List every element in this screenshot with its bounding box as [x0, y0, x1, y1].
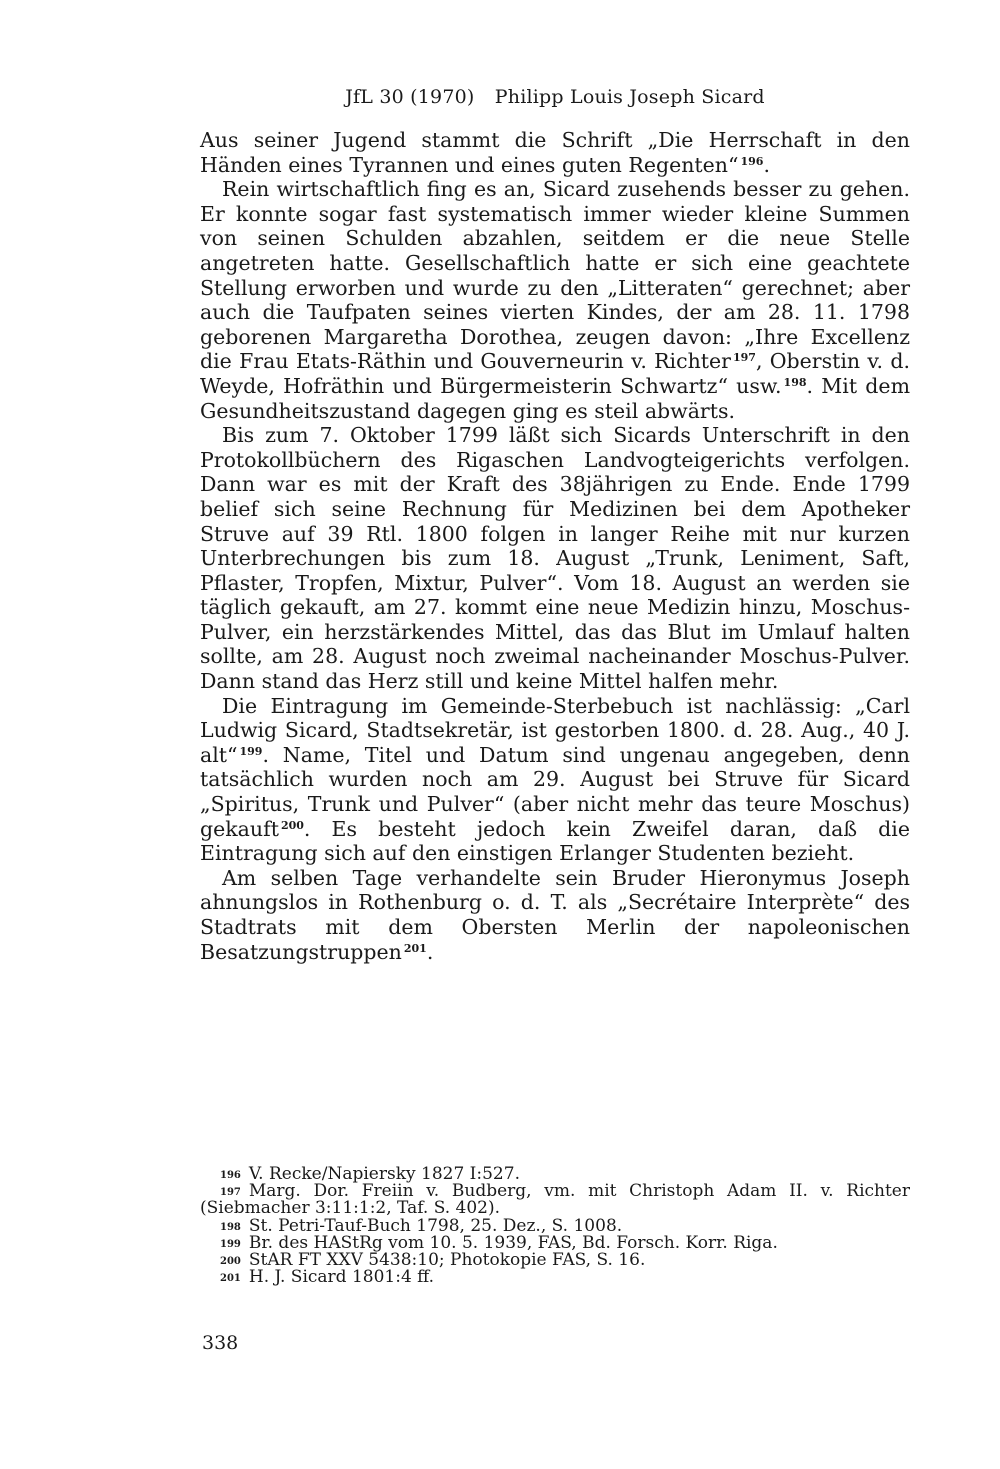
- footnote-number: 197: [220, 1187, 241, 1199]
- paragraph-text: Die Eintragung im Gemeinde-Sterbebuch ist nachlässig: „Carl Ludwig Sicard, Stadtsekretär, ist gestorben 1800. d. 28. Aug., 40 J. alt“: [200, 693, 910, 767]
- footnote-ref-199: 199: [239, 744, 263, 758]
- footnote-text: Br. des HAStRg vom 10. 5. 1939, FAS, Bd. Forsch. Korr. Riga.: [248, 1232, 778, 1253]
- footnote-text: V. Recke/Napiersky 1827 I:527.: [248, 1164, 520, 1184]
- paragraph-tail: .: [426, 939, 434, 964]
- footnote-text: Marg. Dor. Freiin v. Budberg, vm. mit Christoph Adam II. v. Richter (Siebmacher 3:11:1:2, Taf. S. 402).: [200, 1181, 910, 1219]
- running-head: [200, 86, 910, 108]
- paragraph-tail: . Name, Titel und Datum sind ungenau angegeben, denn tatsächlich wurden noch am 29. August bei Struve für Sicard „Spiritus, Trunk und Pulver“ (aber nicht mehr das teure Moschus) gekauft: [200, 742, 910, 841]
- footnote-197: [200, 1183, 910, 1217]
- footnote-ref-198: 198: [783, 375, 807, 389]
- footnote-201: [200, 1269, 910, 1286]
- body-text: [200, 128, 910, 964]
- footnote-number: 199: [220, 1238, 241, 1250]
- footnote-ref-200: 200: [280, 818, 304, 832]
- footnote-text: H. J. Sicard 1801:4 ff.: [248, 1267, 435, 1288]
- paragraph-1: [200, 128, 910, 177]
- footnote-ref-196: 196: [740, 154, 764, 168]
- article-title: Philipp Louis Joseph Sicard: [494, 86, 765, 108]
- paragraph-tail: . Mit dem Gesundheitszustand dagegen ging es steil abwärts.: [200, 373, 911, 423]
- footnote-number: 200: [220, 1256, 241, 1268]
- paragraph-5: [200, 866, 910, 964]
- paragraph-text: Rein wirtschaftlich fing es an, Sicard zusehends besser zu gehen. Er konnte sogar fast systematisch immer wieder kleine Summen von seinen Schulden abzahlen, seitdem er die neue Stelle angetreten hatte. Gesellschaftlich hatte er sich eine geachtete Stellung erworben und wurde zu den „Litteraten“ gerechnet; aber auch die Taufpaten seines vierten Kindes, der am 28. 11. 1798 geborenen Margaretha Dorothea, zeugen davon: „Ihre Excellenz die Frau Etats-Räthin und Gouverneurin v. Richter: [200, 177, 910, 374]
- paragraph-tail: , Oberstin v. d. Weyde, Hofräthin und Bürgermeisterin Schwartz“ usw.: [200, 349, 910, 398]
- paragraph-text: Bis zum 7. Oktober 1799 läßt sich Sicards Unterschrift in den Protokollbüchern des Rigaschen Landvogteigerichts verfolgen. Dann war es mit der Kraft des 38jährigen zu Ende. Ende 1799 belief sich seine Rechnung für Medizinen bei dem Apotheker Struve auf 39 Rtl. 1800 folgen in langer Reihe mit nur kurzen Unterbrechungen bis zum 18. August „Trunk, Leniment, Saft, Pflaster, Tropfen, Mixtur, Pulver“. Vom 18. August an werden sie täglich gekauft, am 27. kommt eine neue Medizin hinzu, Moschus-Pulver, ein herzstärkendes Mittel, das das Blut im Umlauf halten sollte, am 28. August noch zweimal nacheinander Moschus-Pulver. Dann stand das Herz still und keine Mittel halfen mehr.: [200, 423, 910, 694]
- footnote-number: 201: [220, 1273, 241, 1285]
- paragraph-text: Aus seiner Jugend stammt die Schrift „Die Herrschaft in den Händen eines Tyrannen und eines guten Regenten“: [200, 128, 910, 177]
- footnote-number: 196: [220, 1170, 241, 1181]
- footnote-text: St. Petri-Tauf-Buch 1798, 25. Dez., S. 1008.: [248, 1215, 623, 1236]
- paragraph-3: [200, 423, 910, 694]
- paragraph-4: [200, 694, 910, 866]
- paragraph-tail: .: [763, 152, 770, 177]
- paragraph-text: Am selben Tage verhandelte sein Bruder Hieronymus Joseph ahnungslos in Rothenburg o. d. T. als „Secrétaire Interprète“ des Stadtrats mit dem Obersten Merlin der napoleonischen Besatzungstruppen: [200, 865, 910, 964]
- paragraph-tail: . Es besteht jedoch kein Zweifel daran, daß die Eintragung sich auf den einstigen Erlanger Studenten bezieht.: [200, 816, 910, 866]
- footnote-ref-197: 197: [732, 351, 756, 365]
- page-number: 338: [202, 1332, 239, 1354]
- footnote-text: StAR FT XXV 5438:10; Photokopie FAS, S. 16.: [248, 1250, 646, 1271]
- footnotes: [200, 1166, 910, 1286]
- journal-reference: JfL 30 (1970): [345, 86, 475, 108]
- footnote-ref-201: 201: [403, 941, 427, 955]
- paragraph-2: [200, 177, 910, 423]
- footnote-number: 198: [220, 1221, 241, 1233]
